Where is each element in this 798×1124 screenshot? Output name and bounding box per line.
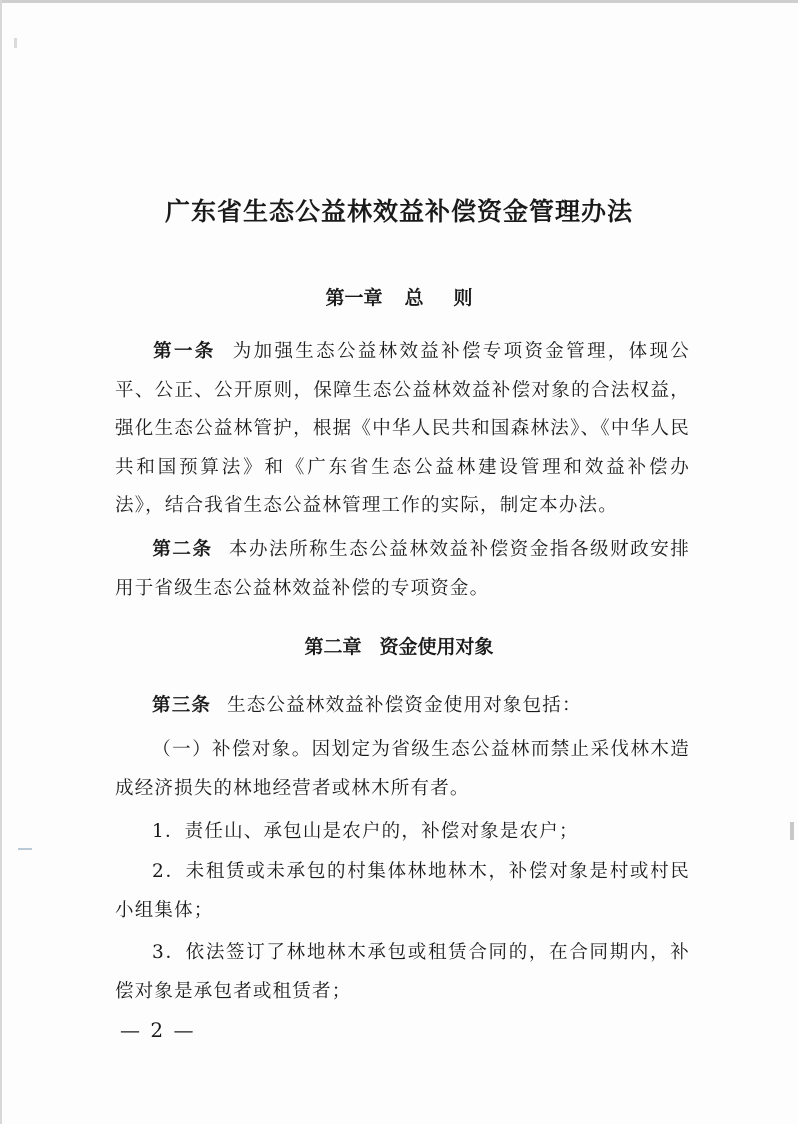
sub-item-3 xyxy=(115,934,690,1011)
chapter-1-label: 第一章 xyxy=(325,287,383,309)
article-1 xyxy=(115,333,690,526)
scan-mark-left xyxy=(18,848,32,850)
article-1-text: 为加强生态公益林效益补偿专项资金管理，体现公平、公正、公开原则，保障生态公益林效益补偿对象的合法权益，强化生态公益林管护，根据《中华人民共和国森林法》、《中华人民共和国预算法》和《广东省生态公益林建设管理和效益补偿办法》，结合我省生态公益林管理工作的实际，制定本办法。 xyxy=(115,341,690,516)
sub-item-1-text: 1．责任山、承包山是农户的，补偿对象是农户； xyxy=(152,821,579,842)
scan-mark-right xyxy=(790,822,794,840)
article-3-label: 第三条 xyxy=(152,695,212,716)
chapter-2-label: 第二章 xyxy=(304,636,362,658)
article-2 xyxy=(115,531,690,608)
sub-item-2 xyxy=(115,853,690,930)
chapter-1-heading xyxy=(0,283,798,313)
page-number: — 2 — xyxy=(120,1018,196,1042)
article-1-label: 第一条 xyxy=(152,341,216,362)
chapter-1-name-part1: 总 xyxy=(404,287,424,309)
article-2-text: 本办法所称生态公益林效益补偿资金指各级财政安排用于省级生态公益林效益补偿的专项资金。 xyxy=(115,539,690,599)
scan-mark xyxy=(14,38,17,48)
chapter-2-heading xyxy=(0,632,798,662)
item-1-text: （一）补偿对象。因划定为省级生态公益林而禁止采伐林木造成经济损失的林地经营者或林木所有者。 xyxy=(115,739,690,799)
chapter-2-name: 资金使用对象 xyxy=(379,636,494,658)
article-2-label: 第二条 xyxy=(152,539,213,560)
sub-item-2-text: 2．未租赁或未承包的村集体林地林木，补偿对象是村或村民小组集体； xyxy=(115,861,690,921)
chapter-1-name-part2: 则 xyxy=(453,287,473,309)
scan-edge-top xyxy=(0,0,798,3)
sub-item-1 xyxy=(115,813,690,852)
scan-edge-left xyxy=(0,0,2,1124)
article-3-text: 生态公益林效益补偿资金使用对象包括： xyxy=(227,695,582,716)
sub-item-3-text: 3．依法签订了林地林木承包或租赁合同的，在合同期内，补偿对象是承包者或租赁者； xyxy=(115,942,690,1002)
document-title: 广东省生态公益林效益补偿资金管理办法 xyxy=(164,197,633,226)
article-3 xyxy=(115,687,690,726)
item-1 xyxy=(115,731,690,808)
